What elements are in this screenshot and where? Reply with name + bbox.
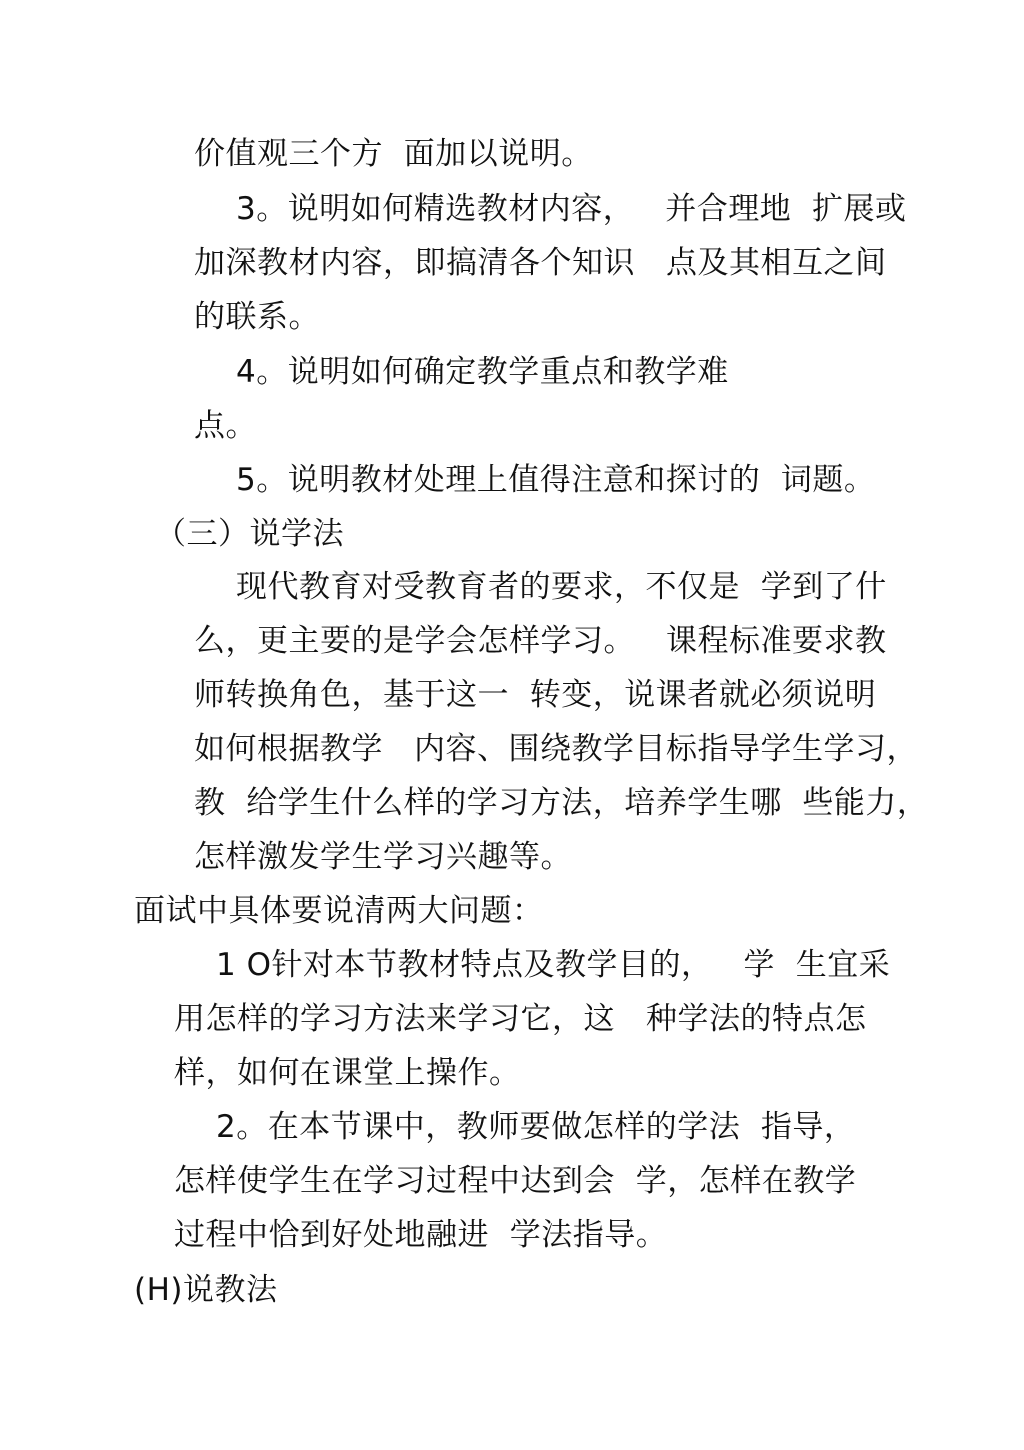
text-line: 么，更主要的是学会怎样学习。 课程标准要求教	[194, 623, 887, 659]
text-line: 加深教材内容，即搞清各个知识 点及其相互之间	[194, 245, 887, 281]
text-line: 2。在本节课中，教师要做怎样的学法 指导，	[216, 1109, 856, 1145]
text-line: 师转换角色，基于这一 转变，说课者就必须说明	[194, 677, 877, 713]
text-line: 如何根据教学 内容、围绕教学目标指导学生学习，	[194, 731, 919, 767]
text-line: 怎样使学生在学习过程中达到会 学，怎样在教学	[174, 1163, 857, 1199]
section-heading: (H)说教法	[134, 1272, 278, 1308]
text-line: 过程中恰到好处地融进 学法指导。	[174, 1217, 668, 1253]
section-heading: （三）说学法	[155, 516, 344, 552]
text-line: 现代教育对受教育者的要求，不仅是 学到了什	[236, 569, 887, 605]
text-line: 样，如何在课堂上操作。	[174, 1055, 521, 1091]
text-line: 4。说明如何确定教学重点和教学难	[236, 354, 729, 390]
text-line: 5。说明教材处理上值得注意和探讨的 词题。	[236, 462, 876, 498]
text-line: 面试中具体要说清两大问题：	[134, 893, 544, 929]
text-line: 点。	[194, 408, 257, 444]
text-line: 的联系。	[194, 299, 320, 335]
text-line: 1 O针对本节教材特点及教学目的， 学 生宜采	[216, 947, 891, 983]
text-line: 怎样激发学生学习兴趣等。	[194, 839, 572, 875]
text-line: 3。说明如何精选教材内容， 并合理地 扩展或	[236, 191, 907, 227]
text-line: 用怎样的学习方法来学习它，这 种学法的特点怎	[174, 1001, 867, 1037]
text-line: 价值观三个方 面加以说明。	[194, 136, 593, 172]
text-line: 教 给学生什么样的学习方法，培养学生哪 些能力，	[194, 785, 929, 821]
